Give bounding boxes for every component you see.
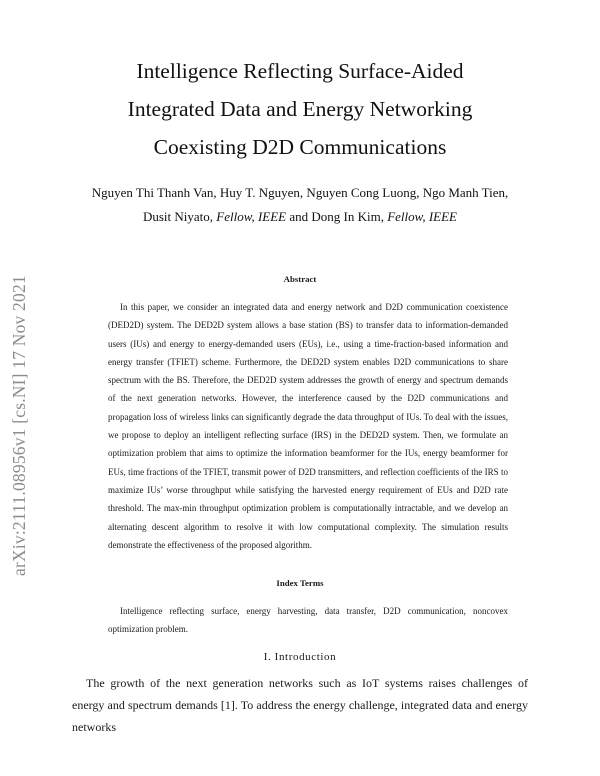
arxiv-identifier[interactable]: arXiv:2111.08956v1 [cs.NI] 17 Nov 2021 [9,275,29,576]
author-fellow-title: Fellow, IEEE [216,209,287,224]
title-line-2: Integrated Data and Energy Networking [127,97,473,121]
author-kim: and Dong In Kim, [289,209,384,224]
paper-title [40,52,560,166]
author-list [40,181,560,229]
author-fellow-title: Fellow, IEEE [387,209,457,224]
title-line-3: Coexisting D2D Communications [153,135,447,159]
abstract-text: In this paper, we consider an integrated data and energy network and D2D communication coexistence (DED2D) system. The DED2D system allows a base station (BS) to transfer data to information-demanded users (IUs) and energy to energy-demanded users (EUs), i.e., using a time-fraction-based information and energy transfer (TFIET) scheme. Furthermore, the DED2D system enables D2D communications to share spectrum with the BS. Therefore, the DED2D system addresses the growth of energy and spectrum demands of the next generation networks. However, the interference caused by the D2D communications and propagation loss of wireless links can significantly degrade the data throughput of IUs. To deal with the issues, we propose to deploy an intelligent reflecting surface (IRS) in the DED2D system. Then, we formulate an optimization problem that aims to optimize the information beamformer for the IUs, energy beamformer for EUs, time fractions of the TFIET, transmit power of D2D transmitters, and reflection coefficients of the IRS to maximize IUs’ worse throughput while satisfying the harvested energy requirement of EUs and D2D rate threshold. The max-min throughput optimization problem is computationally intractable, and we develop an alternating descent algorithm to resolve it with low computational complexity. The simulation results demonstrate the effectiveness of the proposed algorithm. [108,302,508,550]
abstract-heading: Abstract [283,274,317,284]
abstract-body [108,298,508,554]
introduction-body [72,672,528,738]
index-terms-body [108,602,508,639]
introduction-text: The growth of the next generation networks such as IoT systems raises challenges of energy and spectrum demands [1]. To address the energy challenge, integrated data and energy networks [72,676,528,734]
author-niyato: Dusit Niyato, [142,209,214,224]
author-line-1: Nguyen Thi Thanh Van, Huy T. Nguyen, Nguyen Cong Luong, Ngo Manh Tien, [91,185,509,200]
index-terms-heading: Index Terms [276,578,324,588]
title-line-1: Intelligence Reflecting Surface-Aided [136,59,464,83]
section-heading-introduction: I. Introduction [263,651,337,663]
index-terms-text: Intelligence reflecting surface, energy harvesting, data transfer, D2D communication, noncovex optimization problem. [108,606,508,635]
author-line-2 [40,205,560,229]
